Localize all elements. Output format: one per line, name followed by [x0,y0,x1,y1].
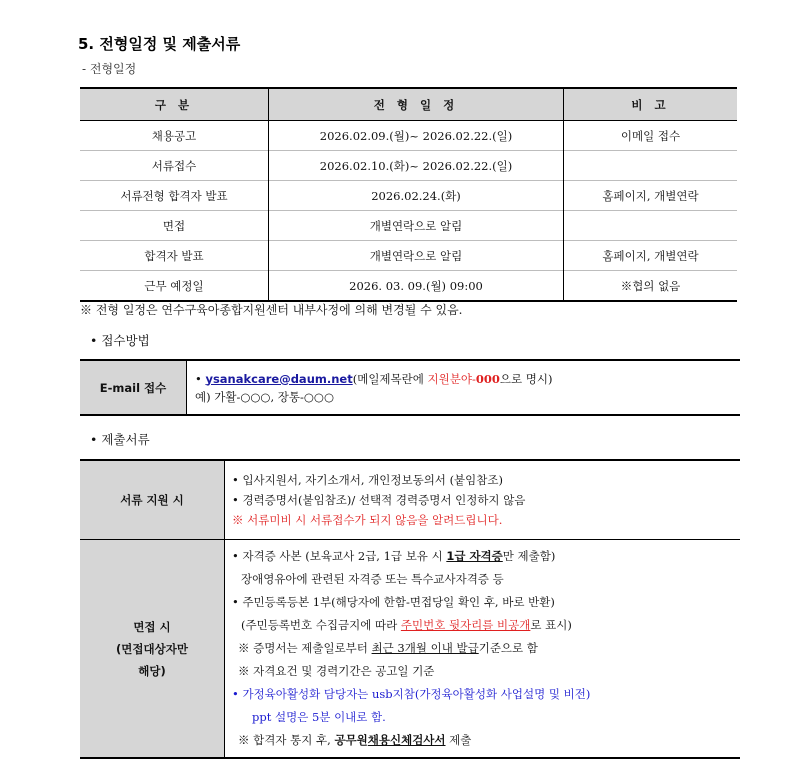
cell-schedule: 개별연락으로 알림 [269,241,564,271]
apply-content [225,460,741,540]
interview-label-line3: 해당) [138,663,166,678]
interview-line-5 [232,637,739,660]
email-line1-red: 지원분야- [427,371,476,386]
emphasis-text: 채용신체검사서 [367,733,446,747]
cell-category: 면접 [80,211,269,241]
documents-table [80,459,740,759]
interview-line-9 [232,729,739,752]
cell-category: 서류전형 합격자 발표 [80,181,269,211]
table-row [80,181,737,211]
email-line-1 [195,370,739,388]
schedule-table [80,87,737,302]
interview-line-1 [232,545,739,568]
cell-remarks: ※협의 없음 [564,271,738,302]
schedule-header-row [80,88,737,121]
cell-remarks: 홈페이지, 개별연락 [564,241,738,271]
text: (주민등록번호 수집금지에 따라 [241,618,401,632]
apply-item: • 경력증명서(붙임참조)/ 선택적 경력증명서 인정하지 않음 [232,493,526,507]
text: 제출 [445,733,472,747]
bullet: • [195,371,206,386]
cell-category: 근무 예정일 [80,271,269,302]
apply-warning: ※ 서류미비 시 서류접수가 되지 않음을 알려드립니다. [232,513,503,527]
email-submission-label: E-mail 접수 [80,360,187,415]
schedule-note: ※ 전형 일정은 연수구육아종합지원센터 내부사정에 의해 변경될 수 있음. [80,303,463,317]
documents-interview-row [80,540,740,759]
header-category: 구 분 [80,88,269,121]
documents-apply-row [80,460,740,540]
apply-item: • 입사지원서, 자기소개서, 개인정보동의서 (붙임참조) [232,473,503,487]
emphasis-text: 1급 자격증 [446,549,503,563]
interview-line-6: ※ 자격요건 및 경력기간은 공고일 기준 [238,664,435,678]
table-row [80,241,737,271]
cell-schedule: 2026.02.24.(화) [269,181,564,211]
bold-text: 공무원 [334,733,368,747]
text: ※ 합격자 통지 후, [238,733,335,747]
cell-remarks [564,151,738,181]
text: 만 제출함) [502,549,556,563]
interview-label [80,540,225,759]
text: • 자격증 사본 (보육교사 2급, 1급 보유 시 [232,549,447,563]
documents-heading: • 제출서류 [90,432,150,447]
underlined-text: 최근 3개월 이내 발급 [371,641,479,655]
interview-line-2: 장애영유아에 관련된 자격증 또는 특수교사자격증 등 [241,572,504,586]
interview-content [225,540,741,759]
interview-line-7: • 가정육아활성화 담당자는 usb지참(가정육아활성화 사업설명 및 비전) [232,687,591,701]
interview-line-8: ppt 설명은 5분 이내로 함. [252,710,386,724]
interview-line-4 [232,614,739,637]
cell-remarks [564,211,738,241]
cell-category: 합격자 발표 [80,241,269,271]
email-line1-redbold: 000 [475,371,500,386]
header-remarks: 비 고 [564,88,738,121]
email-submission-content [187,360,741,415]
header-schedule: 전 형 일 정 [269,88,564,121]
interview-label-line1: 면접 시 [133,619,171,634]
section-title: 5. 전형일정 및 제출서류 [78,35,241,53]
cell-schedule: 2026. 03. 09.(월) 09:00 [269,271,564,302]
email-link[interactable]: ysanakcare@daum.net [205,371,353,386]
email-example-line: 예) 가활-○○○, 장통-○○○ [195,389,334,404]
email-row [80,360,740,415]
cell-schedule: 개별연락으로 알림 [269,211,564,241]
text: 로 표시) [530,618,572,632]
cell-remarks: 홈페이지, 개별연락 [564,181,738,211]
interview-label-line2: (면접대상자만 [116,641,188,656]
email-submission-table [80,359,740,416]
text: 기준으로 함 [478,641,538,655]
interview-line-3: • 주민등록등본 1부(해당자에 한함-면접당일 확인 후, 바로 반환) [232,595,555,609]
email-line1-text-b: 으로 명시) [499,371,553,386]
cell-category: 서류접수 [80,151,269,181]
subheading-schedule: - 전형일정 [82,62,137,76]
table-row [80,151,737,181]
cell-schedule: 2026.02.09.(월)~ 2026.02.22.(일) [269,121,564,151]
table-row [80,121,737,151]
cell-schedule: 2026.02.10.(화)~ 2026.02.22.(일) [269,151,564,181]
cell-category: 채용공고 [80,121,269,151]
red-underlined-text: 주민번호 뒷자리를 비공개 [400,618,531,632]
table-row [80,211,737,241]
cell-remarks: 이메일 접수 [564,121,738,151]
apply-label: 서류 지원 시 [80,460,225,540]
text: ※ 증명서는 제출일로부터 [238,641,372,655]
email-line1-text-a: (메일제목란에 [352,371,428,386]
submission-method-heading: • 접수방법 [90,333,150,348]
table-row [80,271,737,302]
